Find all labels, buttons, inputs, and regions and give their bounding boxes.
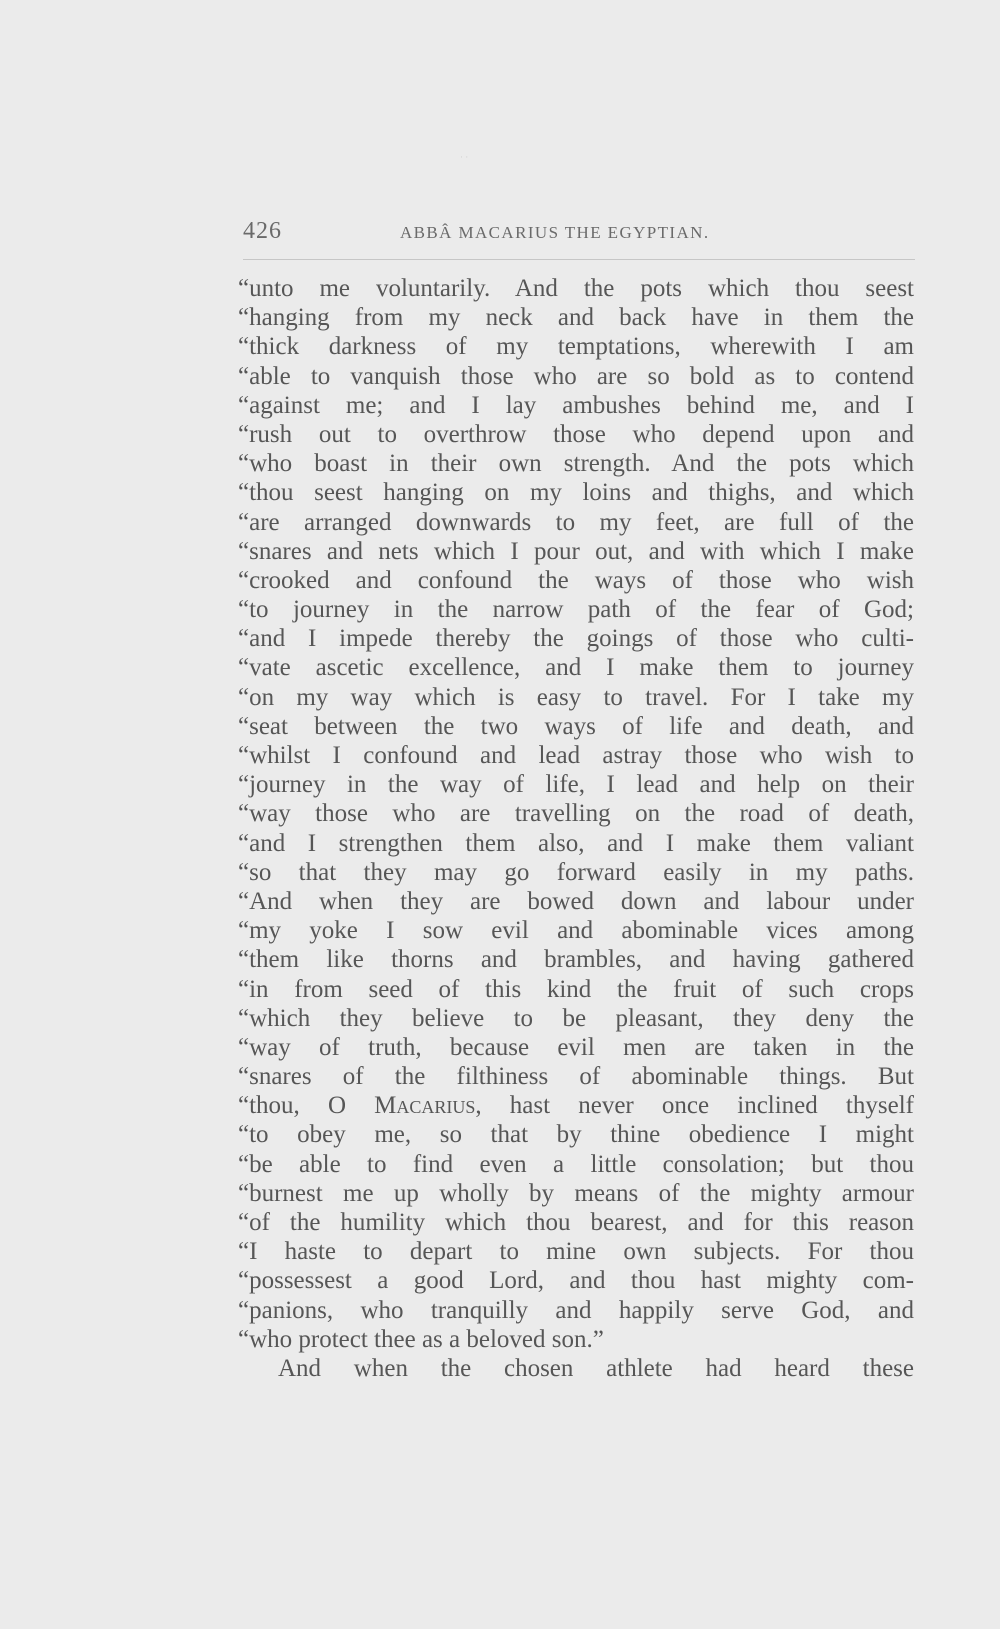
text-line: “so that they may go forward easily in my paths. — [238, 858, 914, 886]
text-line: “able to vanquish those who are so bold as to contend — [238, 362, 914, 390]
page-number: 426 — [243, 218, 282, 244]
text-line: “seat between the two ways of life and death, and — [238, 712, 914, 740]
text-line: “thick darkness of my temptations, wherewith I am — [238, 333, 914, 361]
text-line: “who boast in their own strength. And the pots which — [238, 450, 914, 478]
text-line: “and I impede thereby the goings of those who culti- — [238, 625, 914, 653]
text-line: “hanging from my neck and back have in them the — [238, 304, 914, 332]
text-line: “to obey me, so that by thine obedience I might — [238, 1121, 914, 1149]
text-line: “possessest a good Lord, and thou hast mighty com- — [238, 1267, 914, 1295]
text-line: “thou seest hanging on my loins and thighs, and which — [238, 479, 914, 507]
text-line: “way those who are travelling on the road of death, — [238, 800, 914, 828]
text-line: “my yoke I sow evil and abominable vices among — [238, 917, 914, 945]
text-line: “in from seed of this kind the fruit of such crops — [238, 975, 914, 1003]
text-line: “be able to find even a little consolation; but thou — [238, 1150, 914, 1178]
text-line-macarius — [238, 1091, 914, 1120]
macarius-line-before: “thou, O — [238, 1092, 375, 1120]
body-text — [238, 274, 914, 1383]
text-line: “snares and nets which I pour out, and with which I make — [238, 537, 914, 565]
text-line: “of the humility which thou bearest, and for this reason — [238, 1209, 914, 1236]
page-header — [243, 218, 913, 252]
text-line: “burnest me up wholly by means of the mighty armour — [238, 1179, 914, 1207]
text-line: “which they believe to be pleasant, they deny the — [238, 1004, 914, 1032]
text-line: “snares of the filthiness of abominable things. But — [238, 1063, 914, 1091]
text-line: “vate ascetic excellence, and I make them to journey — [238, 654, 914, 682]
text-line: “and I strengthen them also, and I make them valiant — [238, 829, 914, 857]
text-line: “journey in the way of life, I lead and help on their — [238, 771, 914, 799]
text-line: “to journey in the narrow path of the fear of God; — [238, 596, 914, 624]
text-line: “crooked and confound the ways of those who wish — [238, 566, 914, 594]
text-line: “I haste to depart to mine own subjects. For thou — [238, 1238, 914, 1266]
running-head: ABBÂ MACARIUS THE EGYPTIAN. — [400, 223, 710, 242]
text-line: “on my way which is easy to travel. For I take my — [238, 683, 914, 711]
text-line: “panions, who tranquilly and happily serve God, and — [238, 1296, 914, 1324]
text-line: “are arranged downwards to my feet, are full of the — [238, 508, 914, 536]
macarius-name: Macarius — [374, 1092, 476, 1120]
text-line: “rush out to overthrow those who depend upon and — [238, 420, 914, 448]
text-line: “against me; and I lay ambushes behind me, and I — [238, 391, 914, 419]
page-speck: · · — [460, 152, 469, 162]
text-line: “unto me voluntarily. And the pots which thou seest — [238, 275, 914, 302]
text-line: “And when they are bowed down and labour under — [238, 887, 914, 915]
final-paragraph-line: And when the chosen athlete had heard these — [278, 1354, 914, 1382]
header-rule — [243, 259, 915, 260]
text-line: “whilst I confound and lead astray those who wish to — [238, 742, 914, 769]
closing-quote-line: “who protect thee as a beloved son.” — [238, 1325, 604, 1353]
text-line: “way of truth, because evil men are taken in the — [238, 1033, 914, 1061]
text-line: “them like thorns and brambles, and having gathered — [238, 946, 914, 974]
macarius-line-after: , hast never once inclined thyself — [475, 1092, 914, 1120]
